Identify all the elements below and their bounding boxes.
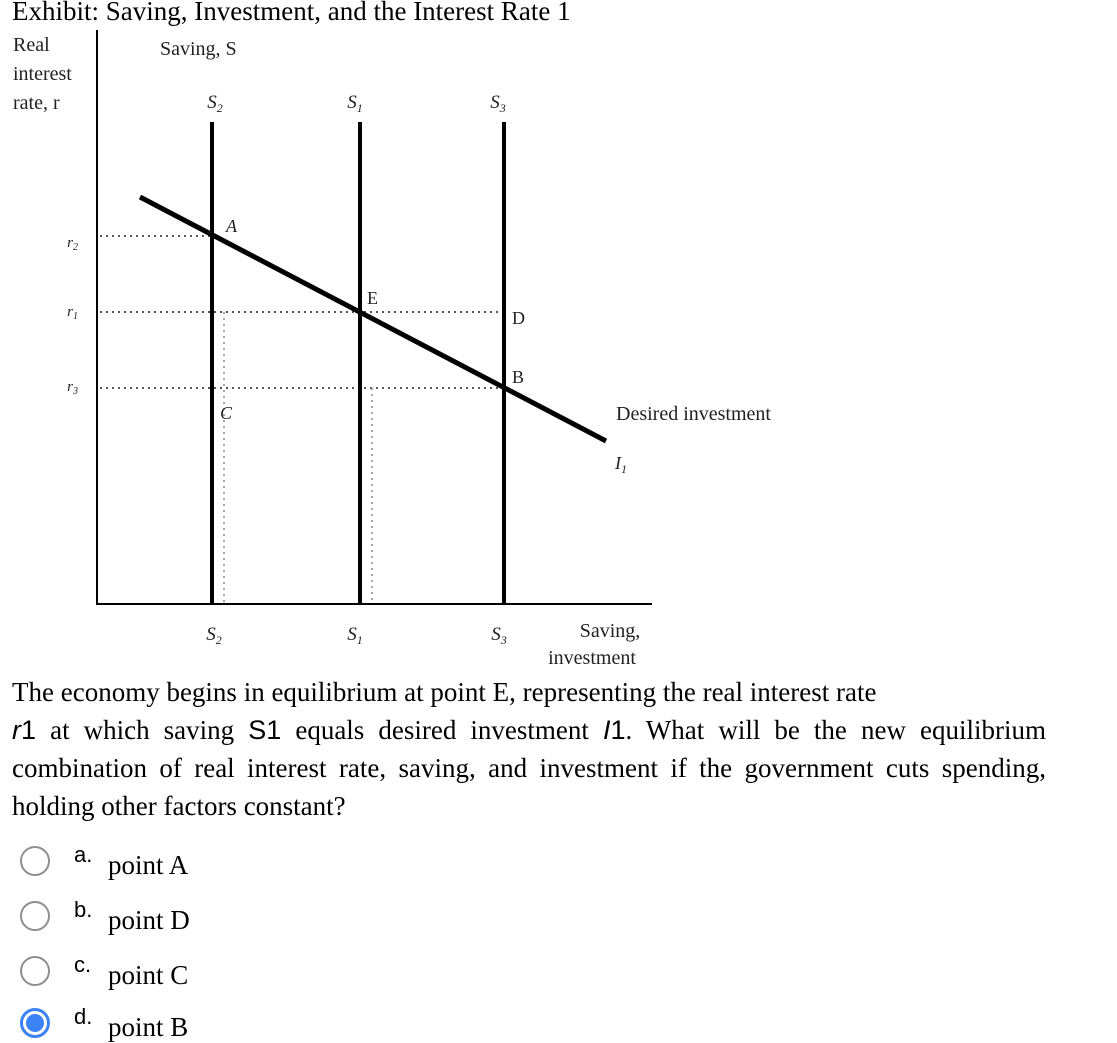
option-a-letter: a. <box>74 842 93 867</box>
radio-option-a[interactable] <box>20 846 50 876</box>
point-d-label: D <box>512 308 525 328</box>
option-c-letter: c. <box>74 952 92 977</box>
s2-label-bottom: $S_2$ <box>206 624 222 647</box>
s1-label-top: $S_1$ <box>347 92 363 115</box>
radio-option-d[interactable] <box>20 1008 50 1038</box>
option-b-label: point D <box>108 905 190 935</box>
desired-investment-curve <box>140 197 606 441</box>
i1-symbol: I1 <box>602 715 626 745</box>
point-a-label: A <box>226 216 237 236</box>
y-axis-label-line1: Real <box>13 34 50 56</box>
rate-label-r2: $r_2$ <box>67 235 78 253</box>
s2-label-top: $S_2$ <box>207 92 223 115</box>
s3-label-top: $S_3$ <box>490 92 506 115</box>
option-d-letter: d. <box>74 1004 93 1029</box>
option-c-label: point C <box>108 960 189 990</box>
point-e-label: E <box>367 288 378 308</box>
desired-investment-label: Desired investment <box>616 403 771 425</box>
saving-label: Saving, S <box>160 38 237 60</box>
s3-label-bottom: $S_3$ <box>491 624 507 647</box>
radio-option-c[interactable] <box>20 956 50 986</box>
point-b-label: B <box>512 367 525 387</box>
investment-curve-label: $I_1$ <box>615 453 627 476</box>
option-b-letter: b. <box>74 897 93 922</box>
rate-label-r3: $r_3$ <box>67 379 78 397</box>
point-c-label: C <box>220 403 233 423</box>
x-axis-label-line1: Saving, <box>579 620 641 642</box>
y-axis-label-line3: rate, r <box>13 92 60 114</box>
s1-symbol: S1 <box>248 715 282 745</box>
exhibit-title: Exhibit: Saving, Investment, and the Interest Rate 1 <box>12 0 571 26</box>
s1-label-bottom: $S_1$ <box>347 624 363 647</box>
radio-option-b[interactable] <box>20 901 50 931</box>
y-axis-label-line2: interest <box>13 63 72 85</box>
rate-label-r1: $r_1$ <box>67 304 78 322</box>
question-text: The economy begins in equilibrium at point E, representing the real interest rate r1 at which saving S1 equals desired investment I1. What will be the new equilibrium combination of real interest rate, saving, and investment if the government cuts spending, holding other factors constant? <box>12 677 1046 821</box>
option-a-label: point A <box>108 850 189 880</box>
r1-symbol: r1 <box>12 715 37 745</box>
option-d-label: point B <box>108 1012 189 1042</box>
x-axis-label-line2: investment <box>548 647 636 669</box>
